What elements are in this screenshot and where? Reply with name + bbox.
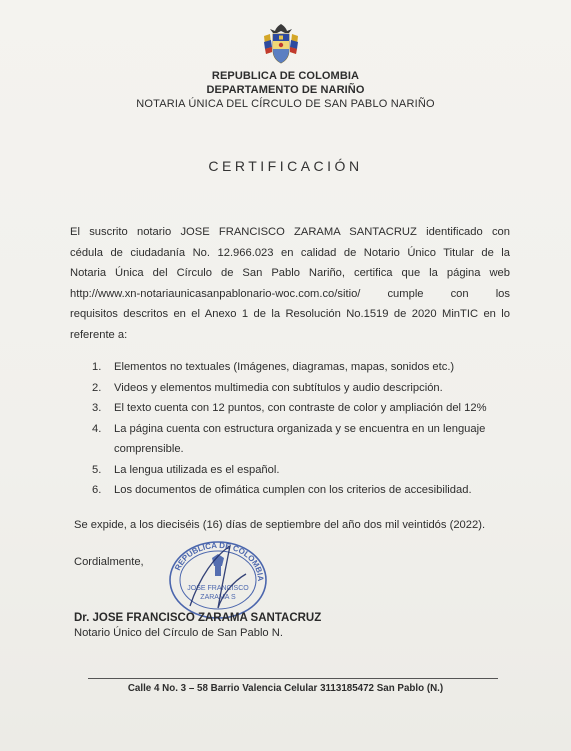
seal-center-text-2: ZARAMA S (200, 594, 236, 601)
notary-seal-stamp (160, 536, 280, 622)
list-item-text: El texto cuenta con 12 puntos, con contraste de color y ampliación del 12% (114, 402, 487, 414)
seal-center-text-1: JOSE FRANCISCO (187, 585, 249, 592)
list-item-text: Los documentos de ofimática cumplen con los criterios de accesibilidad. (114, 484, 472, 496)
closing-salutation: Cordialmente, (74, 556, 144, 568)
list-item (70, 480, 520, 501)
list-item (70, 378, 520, 399)
footer-address: Calle 4 No. 3 – 58 Barrio Valencia Celular 3113185472 San Pablo (N.) (127, 683, 444, 694)
header-country: REPUBLICA DE COLOMBIA (211, 70, 360, 82)
footer-divider (88, 678, 498, 679)
list-item (70, 460, 520, 481)
signatory-role: Notario Único del Círculo de San Pablo N. (74, 627, 283, 639)
paragraph-line: requisitos descritos en el Anexo 1 de la Resolución No.1519 de 2020 MinTIC en lo (70, 308, 510, 320)
list-item-number: 6. (92, 484, 102, 496)
paragraph-line: El suscrito notario JOSE FRANCISCO ZARAMA SANTACRUZ identificado con (70, 226, 510, 238)
issue-date-statement: Se expide, a los dieciséis (16) días de septiembre del año dos mil veintidós (2022). (74, 519, 486, 531)
paragraph-line: Notaria Única del Círculo de San Pablo Nariño, certifica que la página web (70, 267, 510, 279)
list-item-number: 2. (92, 381, 102, 394)
list-item (70, 357, 520, 378)
seal-arc-text: REPUBLICA DE COLOMBIA (173, 540, 266, 582)
paragraph-line: http://www.xn-notariaunicasanpablonario-woc.com.co/sitio/ cumple con los (70, 287, 510, 300)
document-title: CERTIFICACIÓN (208, 158, 363, 174)
requirements-list (70, 357, 520, 501)
list-item-number: 5. (92, 463, 102, 476)
header-department: DEPARTAMENTO DE NARIÑO (206, 84, 365, 96)
list-item (70, 398, 520, 419)
paragraph-line: referente a: (70, 328, 128, 341)
paragraph-line: cédula de ciudadanía No. 12.966.023 en calidad de Notario Único Titular de la (70, 246, 510, 259)
list-item-number: 4. (92, 422, 102, 435)
signatory-name: Dr. JOSE FRANCISCO ZARAMA SANTACRUZ (74, 612, 322, 624)
colombia-coat-of-arms-icon (258, 22, 304, 68)
list-item-text: Elementos no textuales (Imágenes, diagramas, mapas, sonidos etc.) (114, 361, 455, 373)
list-item-number: 1. (92, 361, 102, 373)
list-item-text: La página cuenta con estructura organizada y se encuentra en un lenguaje comprensible. (114, 422, 486, 455)
header-notary: NOTARIA ÚNICA DEL CÍRCULO DE SAN PABLO NARIÑO (136, 98, 435, 110)
list-item-text: La lengua utilizada es el español. (114, 463, 280, 476)
list-item-number: 3. (92, 402, 102, 414)
list-item-text: Videos y elementos multimedia con subtítulos y audio descripción. (114, 381, 443, 394)
certification-paragraph (70, 222, 510, 345)
list-item (70, 419, 520, 460)
